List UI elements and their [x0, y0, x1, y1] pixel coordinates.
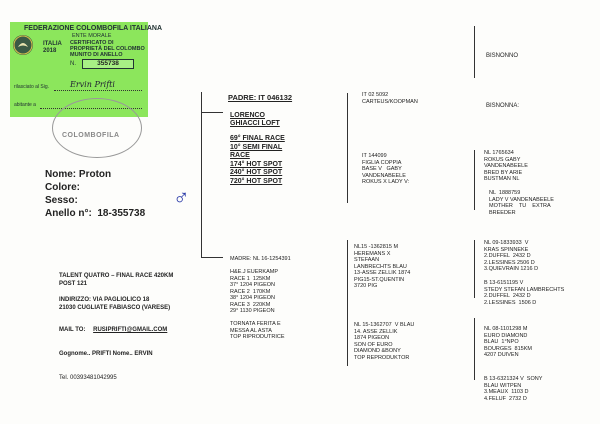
federation-title: FEDERAZIONE COLOMBOFILA ITALIANA — [24, 25, 163, 32]
grandfather-maternal: NL15 -1362815 M HEREMANS X STEFAAN LANBRECHTS BLAU 13-ASSE ZELLIK 1874 PIG15-ST.QUENTIN 3720 PIG — [354, 244, 411, 289]
father-results: 69° FINAL RACE 10° SEMI FINAL RACE 174° HOT SPOT 240° HOT SPOT 720° HOT SPOT — [230, 135, 285, 185]
ggp-mat2-father: NL 08-1101298 M EURO DIAMOND BLAU 1°NPO BOURGES 815KM 4207 DUIVEN — [484, 326, 532, 358]
pigeon-name: Proton — [78, 169, 112, 180]
ring-label: Anello n°: — [45, 208, 92, 219]
mail-link[interactable]: RUSIPRIFTI@GMAIL.COM — [93, 327, 168, 333]
bracket-gg1 — [474, 26, 475, 78]
cert-country: ITALIA — [43, 41, 62, 47]
ggp-mat1-father: NL 09-1833933 V KRAS SPINNEKE 2.DUFFEL 2432 D 2.LESSINES 2506 D 3.QUIEVRAIN 1216 D — [484, 240, 539, 272]
cert-title: CERTIFICATO DI PROPRIETÀ DEL COLOMBO MUNITO DI ANELLO — [70, 40, 145, 59]
line-mother — [201, 257, 223, 258]
cert-year: 2018 — [43, 48, 57, 54]
father-name: LORENCO GHIACCI LOFT — [230, 112, 280, 127]
bracket-gg4 — [474, 318, 475, 380]
ggp-mat1-mother: B 13-6151195 V STEDY STEFAN LAMBRECHTS 2.DUFFEL 2432 D 2.LESSINES 1506 D — [484, 280, 565, 306]
grandmother-maternal: NL 15-1362707 V BLAU 14. ASSE ZELLIK 1874 PIGEON SON OF EURO DIAMOND &BONY TOP REPRODUKTOR — [354, 322, 415, 361]
pigeon-ring: 18-355738 — [97, 208, 146, 219]
talent-line: TALENT QUATRO – FINAL RACE 420KM — [59, 273, 174, 279]
name-label: Nome: — [45, 169, 77, 180]
bracket-gg3 — [474, 240, 475, 298]
owner-name-line: Gognome.. PRIFTI Nome.. ERVIN — [59, 351, 153, 357]
pigeon-info — [45, 168, 145, 220]
post-line: POST 121 — [59, 281, 88, 287]
bracket-maternal — [347, 240, 348, 366]
grandmother-paternal: IT 144099 FIGLIA COPPIA BASE V GABY VANDENABEELE ROKUS X LADY V: — [362, 153, 410, 185]
father-header: PADRE: IT 046132 — [228, 93, 293, 102]
sex-label: Sesso: — [45, 195, 78, 206]
issued-label: rilasciato al Sig. — [14, 84, 50, 90]
cert-ring-number: 355738 — [82, 59, 134, 69]
mother-block: MADRE: NL 16-1254391 H&E.J EUERKAMP RACE 1 125KM 37° 1204 PIGEON RACE 2 170KM 38° 1204 PIGEON RACE 3 220KM 29° 1130 PIGEON TORNATA FERITA E MESSA AL ASTA TOP RIPRODUTRICE — [230, 256, 291, 340]
address-line1: INDIRIZZO: VIA PAGLIOLICO 18 — [59, 297, 150, 303]
cert-n-label: N. — [70, 61, 76, 67]
ente-morale: ENTE MORALE — [72, 33, 112, 39]
bisnonna-label: BISNONNA: — [486, 103, 520, 109]
federation-logo-icon — [13, 35, 33, 55]
bracket-main — [201, 92, 202, 257]
grandfather-paternal: IT 02 5092 CARTEUS/KOOPMAN — [362, 92, 418, 105]
ggp-pat-mother: NL 1888759 LADY V VANDENABEELE MOTHER TU EXTRA BREEDER — [489, 190, 554, 216]
stamp-icon — [52, 98, 142, 158]
line-father — [201, 112, 223, 113]
ggp-pat-father: NL 1765634 ROKUS GABY VANDENABEELE BRED BY ARIE BUSTMAN NL — [484, 150, 528, 182]
issued-dotted-line — [54, 90, 142, 91]
bisnonno-label: BISNONNO — [486, 53, 519, 59]
bracket-paternal — [347, 93, 348, 203]
address-line2: 21030 CUGLIATE FABIASCO (VARESE) — [59, 305, 171, 311]
ggp-mat2-mother: B 13-6321324 V SONY BLAU WITPEN 3.MEAUX 1103 D 4.FELUF 2732 D — [484, 376, 543, 402]
male-symbol-icon: ♂ — [173, 185, 190, 210]
color-label: Colore: — [45, 182, 80, 193]
mail-label: MAIL TO: — [59, 327, 86, 333]
address-label: abitante a — [14, 102, 36, 108]
stamp-text: COLOMBOFILA — [62, 132, 120, 139]
bracket-gg2 — [474, 150, 475, 210]
owner-signature: Ervin Prifti — [70, 80, 115, 89]
owner-tel: Tel. 00393481042995 — [59, 375, 117, 381]
